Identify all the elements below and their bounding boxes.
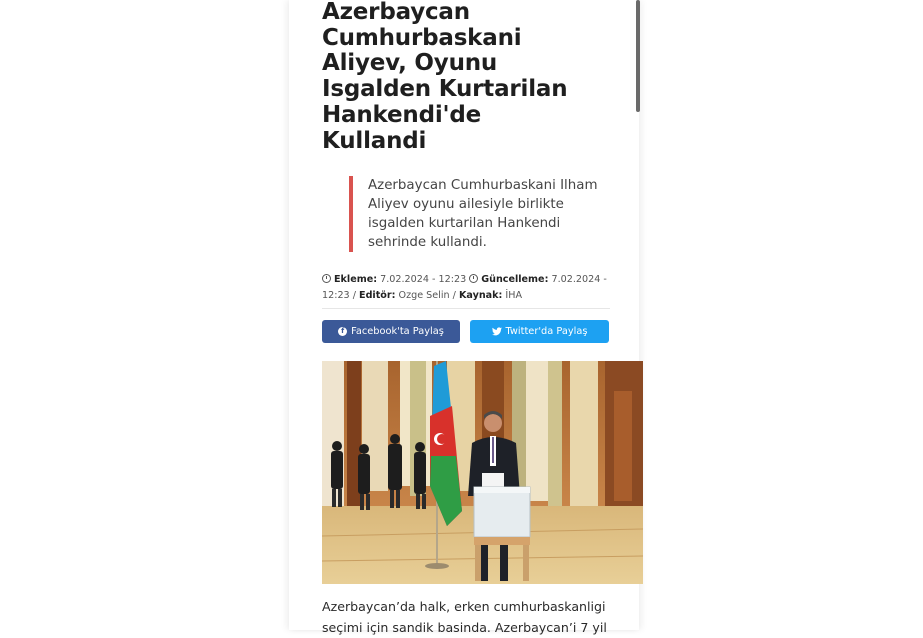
clock-icon xyxy=(322,274,331,283)
article-photo-illustration xyxy=(322,361,643,584)
summary-line: Aliyev oyunu ailesiyle birlikte xyxy=(368,197,564,212)
meta-line-1 xyxy=(322,272,614,288)
article-summary xyxy=(349,176,619,252)
title-line: Hankendi'de xyxy=(322,101,482,128)
updated-label: Güncelleme: xyxy=(481,274,549,285)
title-line: Aliyev, Oyunu xyxy=(322,50,498,77)
clock-icon xyxy=(469,274,478,283)
summary-line: Azerbaycan Cumhurbaskani Ilham xyxy=(368,178,598,193)
title-line: Isgalden Kurtarilan xyxy=(322,76,568,103)
meta-line-2 xyxy=(322,288,614,304)
twitter-share-label: Twitter'da Paylaş xyxy=(505,326,588,337)
title-line: Kullandi xyxy=(322,127,427,154)
article-title xyxy=(322,0,632,154)
title-line: Cumhurbaskani xyxy=(322,24,522,51)
editor-label: Editör: xyxy=(359,290,396,301)
added-label: Ekleme: xyxy=(334,274,378,285)
source-label: Kaynak: xyxy=(458,290,503,301)
article-body xyxy=(322,596,627,638)
source-value: İHA xyxy=(505,290,523,301)
updated-value-time: 12:23 xyxy=(322,290,350,301)
updated-value: 7.02.2024 - xyxy=(551,274,607,285)
summary-line: sehrinde kullandi. xyxy=(368,235,487,250)
meta-separator: / xyxy=(452,290,456,301)
body-line: Azerbaycan’da halk, erken cumhurbaskanligi xyxy=(322,599,606,614)
summary-line: isgalden kurtarilan Hankendi xyxy=(368,216,561,231)
twitter-icon xyxy=(492,327,502,336)
article-photo xyxy=(322,361,643,584)
facebook-icon: f xyxy=(338,327,347,336)
meta-divider xyxy=(322,308,610,309)
editor-value: Ozge Selin xyxy=(398,290,450,301)
facebook-share-button[interactable] xyxy=(322,320,460,343)
twitter-share-button[interactable] xyxy=(470,320,609,343)
title-line: Azerbaycan xyxy=(322,0,470,25)
article-meta xyxy=(322,272,614,304)
scrollbar[interactable] xyxy=(636,0,640,112)
body-line: seçimi için sandik basinda. Azerbaycan’i 7 yil xyxy=(322,620,607,635)
facebook-share-label: Facebook'ta Paylaş xyxy=(351,326,444,337)
added-value: 7.02.2024 - 12:23 xyxy=(380,274,467,285)
meta-separator: / xyxy=(352,290,356,301)
